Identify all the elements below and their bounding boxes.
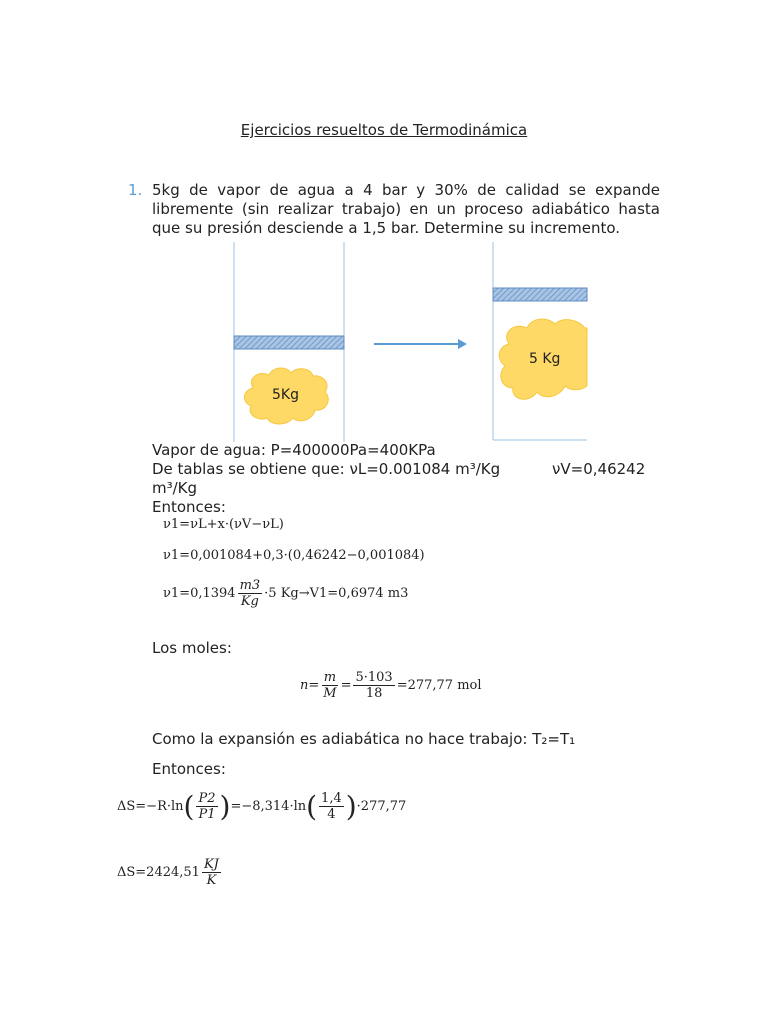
question-text: 5kg de vapor de agua a 4 bar y 30% de calidad se expande libremente (sin realizar trabajo) en un proceso adiabático hasta que su presión desciende a 1,5 bar. Determine su incremento. (152, 181, 660, 237)
left-cloud-label: 5Kg (272, 387, 299, 403)
eq3-lhs: ν1=0,1394 (163, 586, 236, 601)
eq3-num: m3 (239, 578, 261, 593)
eq4-rhs: =277,77 mol (396, 678, 482, 693)
vv-unit: m³/Kg (152, 479, 198, 497)
eq4-f2-num: 5·103 (355, 670, 393, 685)
equation-5: ΔS=−R·ln ( $\frac{P2}{P1}$ ) =−8,314·ln ( $\frac{1,4}{4}$ ) ·277,77 (117, 790, 407, 823)
arrow-right-icon (374, 339, 467, 349)
eq6-den: K (206, 873, 217, 888)
eq3-fraction (238, 578, 263, 609)
entonces-label-1: Entonces: (152, 498, 226, 516)
eq5-lhs: ΔS=−R·ln (117, 799, 184, 814)
vv-value: νV=0,46242 (552, 460, 646, 478)
equation-6 (117, 857, 223, 888)
question-number: 1. (128, 181, 143, 199)
eq4-fraction-1 (321, 670, 338, 701)
eq5-rhs: ·277,77 (356, 799, 407, 814)
eq4-fraction-2 (353, 670, 394, 701)
eq5-f1-den: P1 (198, 807, 216, 822)
equation-3 (163, 578, 408, 609)
right-cloud-label: 5 Kg (529, 351, 561, 367)
eq5-f2-den: 4 (327, 807, 336, 822)
eq6-fraction (202, 857, 221, 888)
eq5-fraction-2 (319, 791, 344, 822)
left-piston (234, 336, 344, 349)
eq4-f1-num: m (323, 670, 337, 685)
vapor-line: Vapor de agua: P=400000Pa=400KPa (152, 441, 436, 459)
eq4-f2-den: 18 (365, 686, 383, 701)
eq6-num: KJ (203, 857, 219, 872)
eq6-lhs: ΔS=2424,51 (117, 865, 200, 880)
eq5-mid: =−8,314·ln (230, 799, 307, 814)
eq4-f1-den: M (323, 686, 337, 701)
tables-line: De tablas se obtiene que: νL=0.001084 m³/Kg (152, 460, 501, 478)
equation-2: ν1=0,001084+0,3·(0,46242−0,001084) (163, 548, 425, 563)
eq5-f2-num: 1,4 (321, 791, 342, 806)
equation-1: ν1=νL+x·(νV−νL) (163, 517, 284, 532)
eq4-lhs: n= (300, 678, 320, 693)
eq5-f1-num: P2 (198, 791, 216, 806)
eq3-den: Kg (240, 594, 259, 609)
equation-4: n= $\frac{m}{M}$ = $\frac{5\cdot 103}{18}$ =277,77 mol (300, 670, 482, 701)
eq5-fraction-1 (196, 791, 217, 822)
adiabatic-line: Como la expansión es adiabática no hace trabajo: T₂=T₁ (152, 730, 576, 748)
piston-diagram (225, 238, 595, 444)
right-piston (493, 288, 587, 301)
entonces-label-2: Entonces: (152, 760, 226, 778)
moles-label: Los moles: (152, 639, 232, 657)
page-title: Ejercicios resueltos de Termodinámica (240, 121, 528, 139)
eq3-rhs: ·5 Kg→V1=0,6974 m3 (264, 586, 409, 601)
